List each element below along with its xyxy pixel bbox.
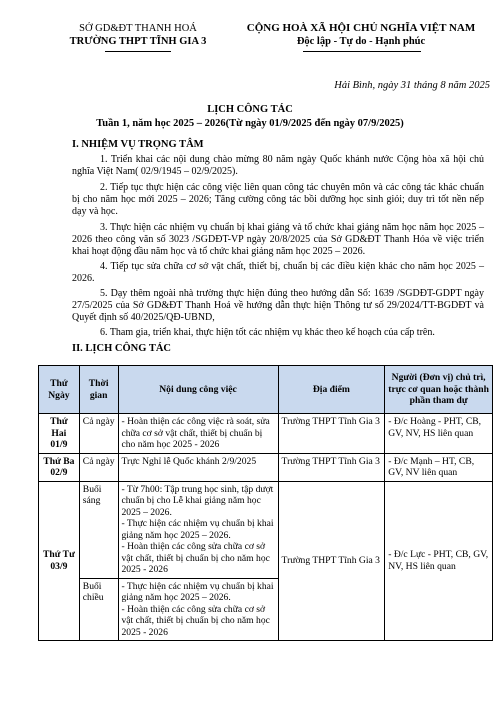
section-1-heading: I. NHIỆM VỤ TRỌNG TÂM	[72, 139, 204, 150]
col-time-header: Thời gian	[79, 366, 118, 414]
task-item-6: 6. Tham gia, triển khai, thực hiện tốt các nhiệm vụ khác theo kế hoạch của cấp trên.	[100, 327, 435, 338]
location-cell: Trường THPT Tĩnh Gia 3	[278, 414, 385, 454]
attendees-cell: - Đ/c Hoàng - PHT, CB, GV, NV, HS liên quan	[385, 414, 493, 454]
location-cell: Trường THPT Tĩnh Gia 3	[278, 481, 385, 641]
schedule-header-row	[39, 366, 493, 414]
task-item-3: 3. Thực hiện các nhiệm vụ chuẩn bị khai giảng và tổ chức khai giảng năm học năm học 2025 – 2026 theo công văn số 3023 /SGDĐT-VP ngày 20/8/2025 của Sở GD&ĐT Thanh Hóa về việc triển khai hoạt động đầu năm học và tổ chức khai giảng năm học 2025 – 2026.	[72, 222, 484, 258]
work-cell	[118, 481, 278, 578]
attendees-cell: - Đ/c Mạnh – HT, CB, GV, NV liên quan	[385, 453, 493, 481]
org-header	[60, 22, 216, 48]
work-cell	[118, 578, 278, 641]
org-department: SỞ GD&ĐT THANH HOÁ	[79, 23, 197, 34]
nation-motto: Độc lập - Tự do - Hạnh phúc	[296, 36, 426, 47]
table-row	[39, 414, 493, 454]
time-cell: Cả ngày	[79, 453, 118, 481]
task-item-5: 5. Dạy thêm ngoài nhà trường thực hiện đúng theo hướng dẫn Số: 1639 /SGDĐT-GDPT ngày 27/5/2025 của Sở GD&ĐT Thanh Hoá về hướng dẫn thực hiện Thông tư số 29/2024/TT-BGDĐT và Quyết định số 40/2025/QĐ-UBND,	[72, 288, 484, 324]
work-line: - Thực hiện các nhiệm vụ chuẩn bị khai giảng năm học 2025 – 2026.	[121, 580, 274, 603]
work-line: - Hoàn thiện các công sửa chữa cơ sở vật chất, thiết bị chuẩn bị cho năm học 2025 - 2026	[121, 603, 270, 638]
col-attendees-header: Người (Đơn vị) chủ trì, trực cơ quan hoặc thành phần tham dự	[385, 366, 493, 414]
document-date: Hải Bình, ngày 31 tháng 8 năm 2025	[334, 80, 490, 91]
schedule-table	[38, 365, 493, 641]
document-title: LỊCH CÔNG TÁC	[207, 104, 293, 115]
col-day-header: Thứ Ngày	[39, 366, 80, 414]
org-underline	[105, 51, 171, 52]
time-cell: Buổi sáng	[79, 481, 118, 578]
org-school: TRƯỜNG THPT TĨNH GIA 3	[69, 36, 207, 47]
motto-underline	[303, 51, 421, 52]
section-2-heading: II. LỊCH CÔNG TÁC	[72, 343, 171, 354]
document-subtitle: Tuần 1, năm học 2025 – 2026(Từ ngày 01/9/2025 đến ngày 07/9/2025)	[96, 118, 404, 129]
day-cell: Thứ Ba 02/9	[39, 453, 80, 481]
location-cell: Trường THPT Tĩnh Gia 3	[278, 453, 385, 481]
table-row	[39, 453, 493, 481]
nation-header	[230, 22, 492, 48]
work-line: - Thực hiện các nhiệm vụ chuẩn bị khai giảng năm học 2025 – 2026.	[121, 518, 274, 541]
col-work-header: Nội dung công việc	[118, 366, 278, 414]
work-line: - Từ 7h00: Tập trung học sinh, tập dượt chuẩn bị cho Lễ khai giảng năm học 2025 – 2026.	[121, 483, 274, 518]
day-cell: Thứ Hai 01/9	[39, 414, 80, 454]
time-cell: Cả ngày	[79, 414, 118, 454]
table-row	[39, 481, 493, 578]
work-line: - Hoàn thiện các công sửa chữa cơ sở vật chất, thiết bị chuẩn bị cho năm học 2025 - 2026	[121, 541, 270, 575]
time-cell: Buổi chiều	[79, 578, 118, 641]
task-item-4: 4. Tiếp tục sửa chữa cơ sở vật chất, thiết bị, chuẩn bị các điều kiện khác cho năm học 2025 – 2026.	[72, 261, 484, 285]
col-location-header: Địa điểm	[278, 366, 385, 414]
attendees-cell: - Đ/c Lực - PHT, CB, GV, NV, HS liên quan	[385, 481, 493, 641]
work-cell: - Hoàn thiện các công việc rà soát, sửa chữa cơ sở vật chất, thiết bị chuẩn bị cho năm học 2025 - 2026	[118, 414, 278, 454]
task-item-2: 2. Tiếp tục thực hiện các công việc liên quan công tác chuyên môn và các công tác khác chuẩn bị cho năm học mới 2025 – 2026; Tăng cường công tác bồi dưỡng học sinh giỏi; duy trì tốt nền nếp dạy và học.	[72, 182, 484, 218]
work-cell: Trực Nghỉ lễ Quốc khánh 2/9/2025	[118, 453, 278, 481]
task-item-1: 1. Triển khai các nội dung chào mừng 80 năm ngày Quốc khánh nước Cộng hòa xã hội chủ nghĩa Việt Nam( 02/9/1945 – 02/9/2025).	[72, 154, 484, 178]
nation-name: CỘNG HOÀ XÃ HỘI CHỦ NGHĨA VIỆT NAM	[246, 22, 476, 34]
day-cell: Thứ Tư 03/9	[39, 481, 80, 641]
